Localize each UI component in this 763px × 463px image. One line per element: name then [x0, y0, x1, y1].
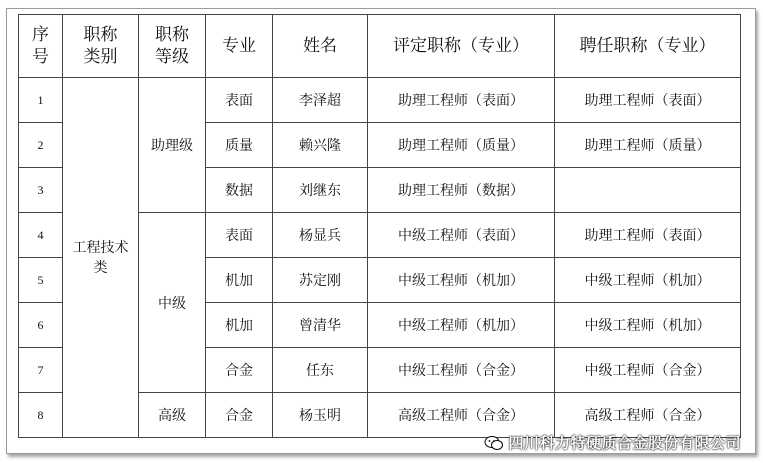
assessed-cell: 助理工程师（表面） — [368, 78, 555, 123]
row-number: 7 — [19, 348, 63, 393]
level-cell: 助理级 — [139, 78, 206, 213]
name-cell: 赖兴隆 — [273, 123, 368, 168]
name-cell: 任东 — [273, 348, 368, 393]
header-name: 姓名 — [273, 15, 368, 78]
row-number: 6 — [19, 303, 63, 348]
name-cell: 杨显兵 — [273, 213, 368, 258]
assessed-cell: 中级工程师（机加） — [368, 303, 555, 348]
major-cell: 机加 — [206, 303, 273, 348]
name-cell: 苏定刚 — [273, 258, 368, 303]
assessed-cell: 助理工程师（数据） — [368, 168, 555, 213]
major-cell: 机加 — [206, 258, 273, 303]
category-cell: 工程技术类 — [63, 78, 139, 438]
major-cell: 表面 — [206, 213, 273, 258]
employed-cell — [555, 168, 741, 213]
employed-cell: 助理工程师（质量） — [555, 123, 741, 168]
row-number: 5 — [19, 258, 63, 303]
name-cell: 刘继东 — [273, 168, 368, 213]
employed-cell: 助理工程师（表面） — [555, 78, 741, 123]
assessed-cell: 高级工程师（合金） — [368, 393, 555, 438]
assessed-cell: 助理工程师（质量） — [368, 123, 555, 168]
header-employed: 聘任职称（专业） — [555, 15, 741, 78]
level-cell: 高级 — [139, 393, 206, 438]
header-seq: 序号 — [19, 15, 63, 78]
employed-cell: 中级工程师（合金） — [555, 348, 741, 393]
table-row — [19, 78, 741, 123]
header-assessed: 评定职称（专业） — [368, 15, 555, 78]
employed-cell: 助理工程师（表面） — [555, 213, 741, 258]
header-row — [19, 15, 741, 78]
header-level: 职称等级 — [139, 15, 206, 78]
level-cell: 中级 — [139, 213, 206, 393]
watermark — [484, 432, 741, 453]
major-cell: 合金 — [206, 348, 273, 393]
row-number: 1 — [19, 78, 63, 123]
header-category: 职称类别 — [63, 15, 139, 78]
name-cell: 曾清华 — [273, 303, 368, 348]
title-table — [18, 14, 741, 438]
major-cell: 数据 — [206, 168, 273, 213]
header-major: 专业 — [206, 15, 273, 78]
employed-cell: 高级工程师（合金） — [555, 393, 741, 438]
assessed-cell: 中级工程师（合金） — [368, 348, 555, 393]
employed-cell: 中级工程师（机加） — [555, 258, 741, 303]
assessed-cell: 中级工程师（表面） — [368, 213, 555, 258]
major-cell: 质量 — [206, 123, 273, 168]
major-cell: 表面 — [206, 78, 273, 123]
row-number: 3 — [19, 168, 63, 213]
assessed-cell: 中级工程师（机加） — [368, 258, 555, 303]
row-number: 8 — [19, 393, 63, 438]
name-cell: 李泽超 — [273, 78, 368, 123]
wechat-icon — [484, 435, 504, 451]
watermark-text: 四川科力特硬质合金股份有限公司 — [508, 434, 741, 452]
row-number: 4 — [19, 213, 63, 258]
employed-cell: 中级工程师（机加） — [555, 303, 741, 348]
major-cell: 合金 — [206, 393, 273, 438]
row-number: 2 — [19, 123, 63, 168]
name-cell: 杨玉明 — [273, 393, 368, 438]
